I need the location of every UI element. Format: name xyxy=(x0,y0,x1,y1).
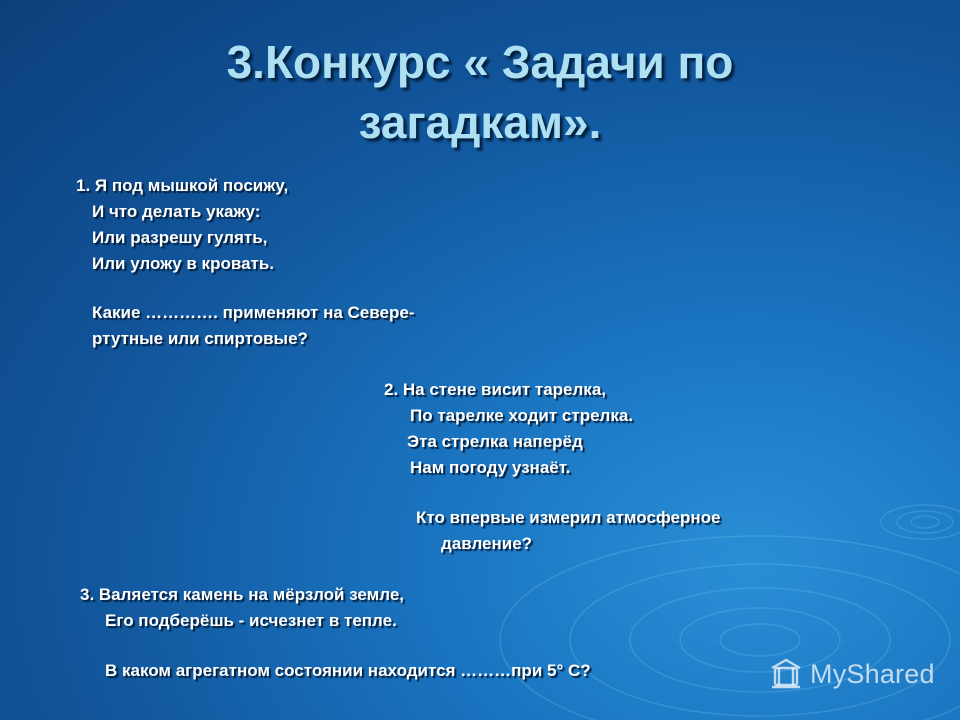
riddle-2-line: По тарелке ходит стрелка. xyxy=(410,406,634,425)
riddle-1-line: И что делать укажу: xyxy=(92,202,261,221)
title-line: 3.Конкурс « Задачи по xyxy=(226,36,734,88)
riddle-3-line: 3. Валяется камень на мёрзлой земле, xyxy=(80,585,404,604)
riddle-1-line: Или уложу в кровать. xyxy=(92,254,275,273)
riddle-3-question: В каком агрегатном состоянии находится ………при 5° С? xyxy=(105,661,591,680)
riddle-2-line: Нам погоду узнаёт. xyxy=(410,458,571,477)
watermark-label: MyShared xyxy=(810,658,935,689)
riddle-1-question: Какие …………. применяют на Севере- xyxy=(92,303,415,322)
riddle-1-line: Или разрешу гулять, xyxy=(92,228,268,247)
riddle-1-question: ртутные или спиртовые? xyxy=(92,329,308,348)
riddle-2-question: Кто впервые измерил атмосферное xyxy=(416,508,721,527)
riddle-2-question: давление? xyxy=(441,534,533,553)
myshared-watermark[interactable] xyxy=(768,654,935,694)
riddle-3-line: Его подберёшь - исчезнет в тепле. xyxy=(105,611,397,630)
riddle-2-line: Эта стрелка наперёд xyxy=(407,432,583,451)
riddle-1-line: 1. Я под мышкой посижу, xyxy=(76,176,289,195)
riddle-2-line: 2. На стене висит тарелка, xyxy=(384,380,606,399)
myshared-logo-icon xyxy=(768,656,804,692)
title-line: загадкам». xyxy=(358,96,602,148)
